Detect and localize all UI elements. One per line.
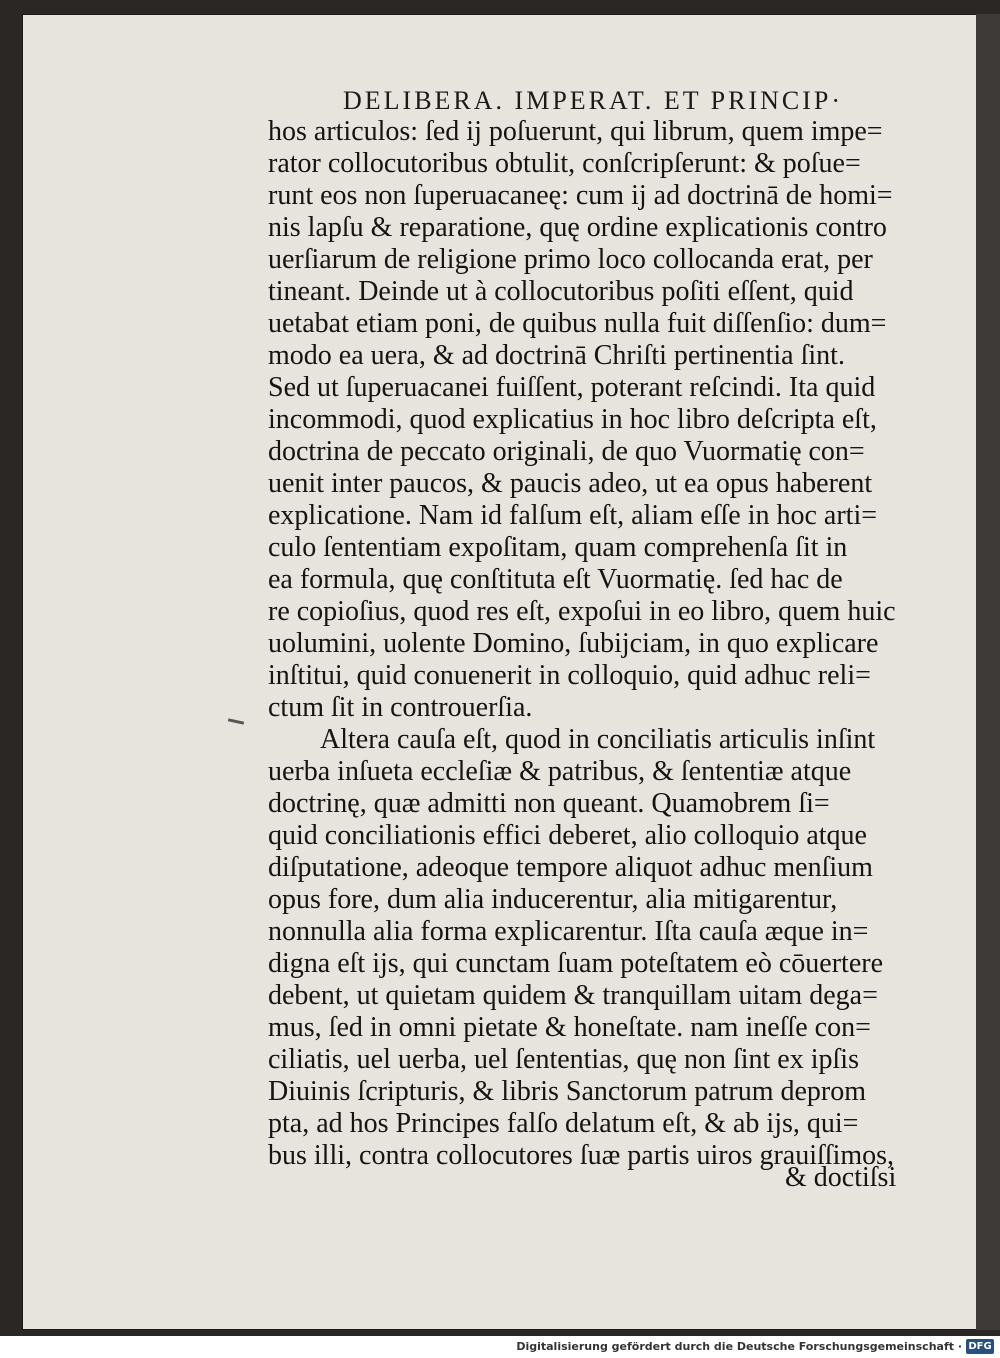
- text-line: uolumini, uolente Domino, ſubijciam, in quo explicare: [268, 628, 879, 659]
- text-line: mus, ſed in omni pietate & honeſtate. nam ineſſe con=: [268, 1012, 871, 1043]
- text-line: uetabat etiam poni, de quibus nulla fuit diſſenſio: dum=: [268, 308, 887, 339]
- running-head: DELIBERA. IMPERAT. ET PRINCIP·: [343, 86, 843, 115]
- text-line: digna eſt ijs, qui cunctam ſuam poteſtatem eò cōuertere: [268, 948, 884, 979]
- text-line: Sed ut ſuperuacanei fuiſſent, poterant reſcindi. Ita quid: [268, 372, 876, 403]
- text-line: doctrina de peccato originali, de quo Vuormatię con=: [268, 436, 865, 467]
- text-line: Diuinis ſcripturis, & libris Sanctorum patrum deprom: [268, 1076, 867, 1107]
- text-line: rator collocutoribus obtulit, conſcripſerunt: & poſue=: [268, 148, 861, 179]
- text-line: doctrinę, quæ admitti non queant. Quamobrem ſi=: [268, 788, 830, 819]
- text-line: ctum ſit in controuerſia.: [268, 692, 533, 723]
- text-line: nis lapſu & reparatione, quę ordine explicationis contro: [268, 212, 887, 243]
- book-gutter: [976, 14, 1000, 1330]
- funding-credit: Digitalisierung gefördert durch die Deutsche Forschungsgemeinschaft ·: [516, 1340, 962, 1353]
- catchword: & doctiſsi: [785, 1162, 897, 1193]
- text-line: runt eos non ſuperuacaneę: cum ij ad doctrinā de homi=: [268, 180, 893, 211]
- text-line: incommodi, quod explicatius in hoc libro deſcripta eſt,: [268, 404, 877, 435]
- dfg-logo: DFG: [966, 1339, 994, 1354]
- text-line: explicatione. Nam id falſum eſt, aliam eſſe in hoc arti=: [268, 500, 878, 531]
- text-line: debent, ut quietam quidem & tranquillam uitam dega=: [268, 980, 878, 1011]
- text-line: culo ſententiam expoſitam, quam comprehenſa ſit in: [268, 532, 848, 563]
- text-line: uerba inſueta eccleſiæ & patribus, & ſententiæ atque: [268, 756, 852, 787]
- text-line: ea formula, quę conſtituta eſt Vuormatię. ſed hac de: [268, 564, 843, 595]
- text-line: opus fore, dum alia inducerentur, alia mitigarentur,: [268, 884, 838, 915]
- digitization-footer: [0, 1336, 1000, 1358]
- text-line: hos articulos: ſed ij poſuerunt, qui librum, quem impe=: [268, 116, 883, 147]
- text-line: pta, ad hos Principes falſo delatum eſt, & ab ijs, qui=: [268, 1108, 859, 1139]
- text-line: re copioſius, quod res eſt, expoſui in eo libro, quem huic: [268, 596, 896, 627]
- text-line: quid conciliationis effici deberet, alio colloquio atque: [268, 820, 867, 851]
- text-line: nonnulla alia forma explicarentur. Iſta cauſa æque in=: [268, 916, 869, 947]
- text-line: tineant. Deinde ut à collocutoribus poſiti eſſent, quid: [268, 276, 854, 307]
- text-line: bus illi, contra collocutores ſuæ partis uiros grauiſſimos,: [268, 1140, 895, 1171]
- body-text: [268, 116, 938, 1172]
- text-line: uerſiarum de religione primo loco collocanda erat, per: [268, 244, 873, 275]
- text-line-paragraph-start: Altera cauſa eſt, quod in conciliatis articulis inſint: [320, 724, 876, 755]
- text-line: ciliatis, uel uerba, uel ſententias, quę non ſint ex ipſis: [268, 1044, 859, 1075]
- text-line: diſputatione, adeoque tempore aliquot adhuc menſium: [268, 852, 873, 883]
- text-line: modo ea uera, & ad doctrinā Chriſti pertinentia ſint.: [268, 340, 845, 371]
- text-line: uenit inter paucos, & paucis adeo, ut ea opus haberent: [268, 468, 873, 499]
- text-line: inſtitui, quid conuenerit in colloquio, quid adhuc reli=: [268, 660, 871, 691]
